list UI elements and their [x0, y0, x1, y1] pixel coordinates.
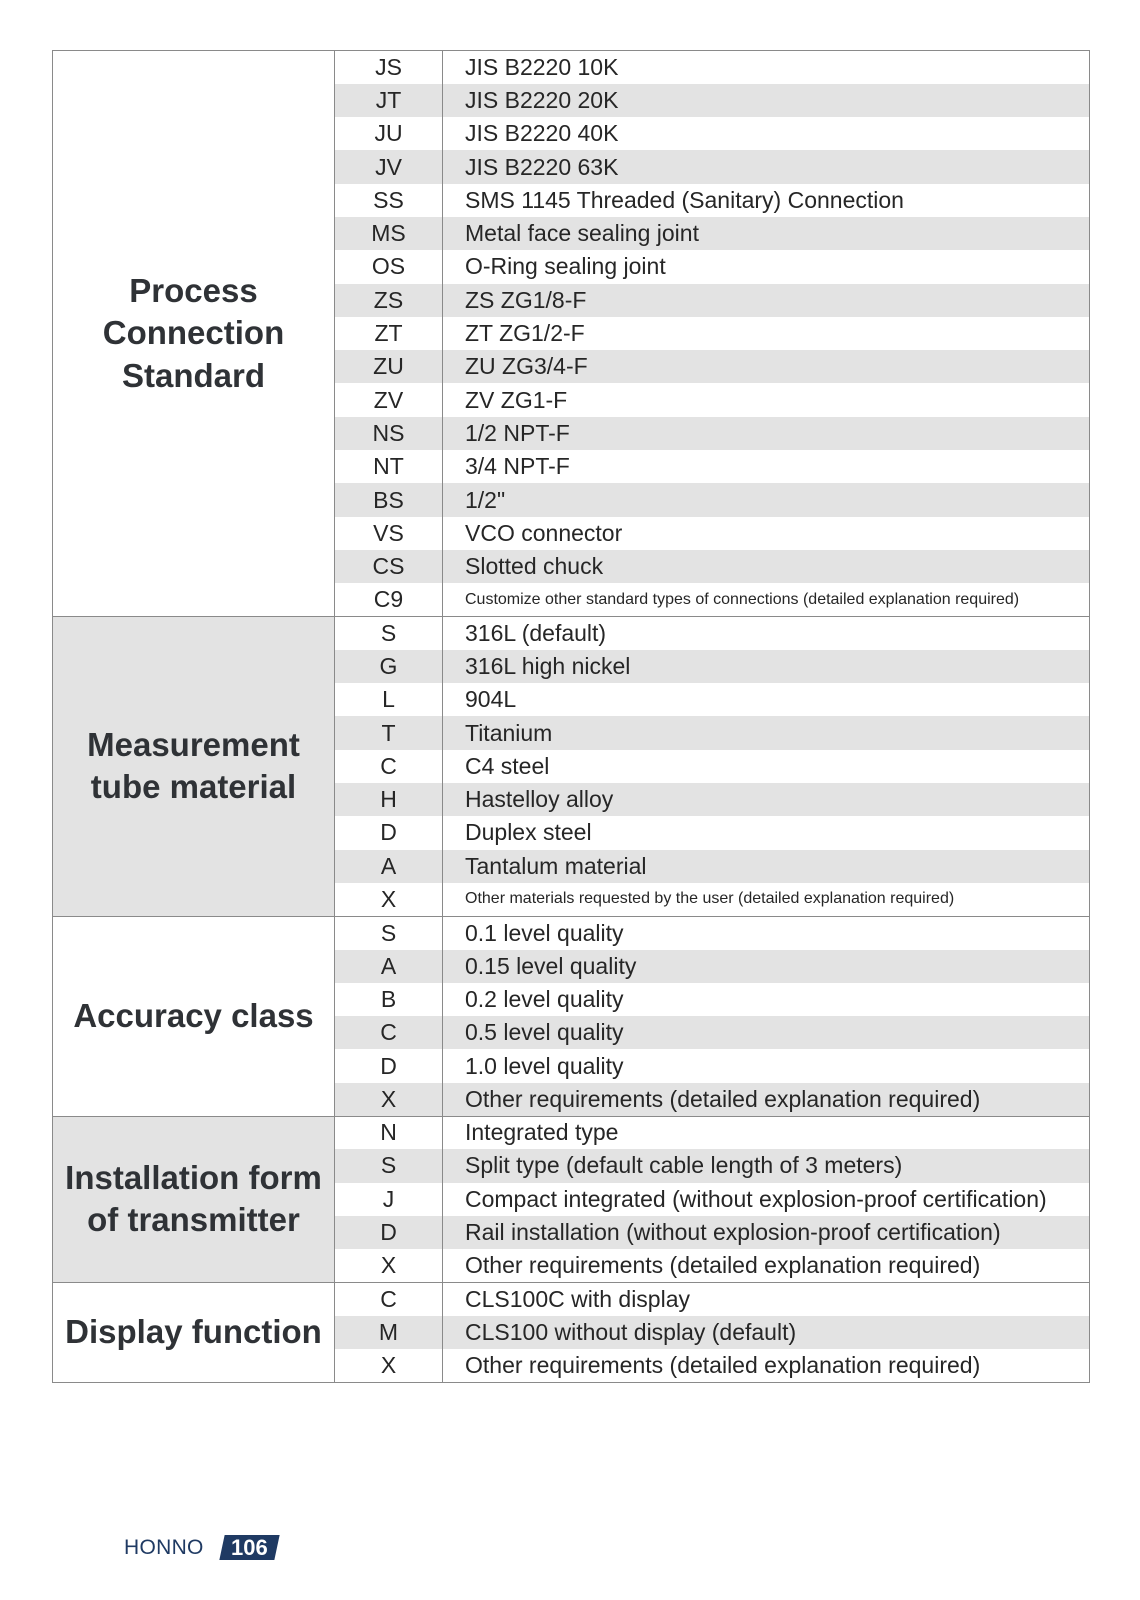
- table-row: [53, 916, 1090, 949]
- option-description: JIS B2220 40K: [443, 117, 1090, 150]
- option-code: ZV: [335, 383, 443, 416]
- option-code: JT: [335, 84, 443, 117]
- option-description: 0.15 level quality: [443, 950, 1090, 983]
- brand-name: HONNO: [124, 1535, 204, 1559]
- option-description: C4 steel: [443, 750, 1090, 783]
- option-code: ZS: [335, 284, 443, 317]
- option-code: ZT: [335, 317, 443, 350]
- option-code: X: [335, 883, 443, 916]
- option-code: D: [335, 1216, 443, 1249]
- option-code: X: [335, 1083, 443, 1116]
- option-code: CS: [335, 550, 443, 583]
- group-title: Measurement tube material: [53, 617, 335, 917]
- option-description: 1/2": [443, 483, 1090, 516]
- option-description: VCO connector: [443, 517, 1090, 550]
- option-description: Metal face sealing joint: [443, 217, 1090, 250]
- option-description: Compact integrated (without explosion-proof certification): [443, 1183, 1090, 1216]
- page-footer: [124, 1535, 276, 1560]
- option-code: N: [335, 1116, 443, 1149]
- option-code: C: [335, 1282, 443, 1315]
- option-description: JIS B2220 63K: [443, 150, 1090, 183]
- option-code: JV: [335, 150, 443, 183]
- page-number: 106: [230, 1535, 268, 1560]
- option-description: Other materials requested by the user (detailed explanation required): [443, 883, 1090, 916]
- option-description: ZT ZG1/2-F: [443, 317, 1090, 350]
- option-code: J: [335, 1183, 443, 1216]
- option-description: Integrated type: [443, 1116, 1090, 1149]
- option-description: 0.2 level quality: [443, 983, 1090, 1016]
- option-description: Other requirements (detailed explanation required): [443, 1249, 1090, 1282]
- spec-table-body: [53, 51, 1090, 1383]
- option-code: G: [335, 650, 443, 683]
- option-description: JIS B2220 20K: [443, 84, 1090, 117]
- option-code: H: [335, 783, 443, 816]
- option-description: Other requirements (detailed explanation required): [443, 1083, 1090, 1116]
- option-code: C: [335, 1016, 443, 1049]
- option-code: S: [335, 1149, 443, 1182]
- option-code: ZU: [335, 350, 443, 383]
- option-description: ZV ZG1-F: [443, 383, 1090, 416]
- option-code: SS: [335, 184, 443, 217]
- option-code: D: [335, 816, 443, 849]
- option-description: 1/2 NPT-F: [443, 417, 1090, 450]
- option-code: X: [335, 1349, 443, 1382]
- option-description: 1.0 level quality: [443, 1049, 1090, 1082]
- table-row: [53, 617, 1090, 650]
- option-code: VS: [335, 517, 443, 550]
- group-title: Process Connection Standard: [53, 51, 335, 617]
- option-code: S: [335, 916, 443, 949]
- option-code: C: [335, 750, 443, 783]
- option-code: M: [335, 1316, 443, 1349]
- group-title: Accuracy class: [53, 916, 335, 1116]
- option-description: Hastelloy alloy: [443, 783, 1090, 816]
- option-code: JU: [335, 117, 443, 150]
- option-code: B: [335, 983, 443, 1016]
- option-description: Slotted chuck: [443, 550, 1090, 583]
- option-code: L: [335, 683, 443, 716]
- option-description: Titanium: [443, 716, 1090, 749]
- group-title: Installation form of transmitter: [53, 1116, 335, 1282]
- option-description: 316L (default): [443, 617, 1090, 650]
- option-description: 316L high nickel: [443, 650, 1090, 683]
- table-row: [53, 51, 1090, 84]
- page-number-badge: [219, 1535, 279, 1560]
- option-code: NT: [335, 450, 443, 483]
- option-code: A: [335, 950, 443, 983]
- option-description: 0.5 level quality: [443, 1016, 1090, 1049]
- option-code: S: [335, 617, 443, 650]
- option-description: 904L: [443, 683, 1090, 716]
- option-description: 0.1 level quality: [443, 916, 1090, 949]
- option-description: O-Ring sealing joint: [443, 250, 1090, 283]
- option-description: Rail installation (without explosion-proof certification): [443, 1216, 1090, 1249]
- group-title: Display function: [53, 1282, 335, 1382]
- option-description: 3/4 NPT-F: [443, 450, 1090, 483]
- option-description: Customize other standard types of connections (detailed explanation required): [443, 583, 1090, 616]
- option-code: T: [335, 716, 443, 749]
- option-code: BS: [335, 483, 443, 516]
- option-description: Duplex steel: [443, 816, 1090, 849]
- option-code: A: [335, 850, 443, 883]
- option-description: CLS100C with display: [443, 1282, 1090, 1315]
- option-code: C9: [335, 583, 443, 616]
- option-description: CLS100 without display (default): [443, 1316, 1090, 1349]
- option-description: Split type (default cable length of 3 meters): [443, 1149, 1090, 1182]
- table-row: [53, 1282, 1090, 1315]
- spec-table: [52, 50, 1090, 1383]
- option-code: D: [335, 1049, 443, 1082]
- option-description: JIS B2220 10K: [443, 51, 1090, 84]
- option-description: SMS 1145 Threaded (Sanitary) Connection: [443, 184, 1090, 217]
- option-code: MS: [335, 217, 443, 250]
- option-description: Other requirements (detailed explanation required): [443, 1349, 1090, 1382]
- table-row: [53, 1116, 1090, 1149]
- option-description: ZU ZG3/4-F: [443, 350, 1090, 383]
- option-code: OS: [335, 250, 443, 283]
- option-code: X: [335, 1249, 443, 1282]
- option-code: JS: [335, 51, 443, 84]
- option-description: ZS ZG1/8-F: [443, 284, 1090, 317]
- option-code: NS: [335, 417, 443, 450]
- option-description: Tantalum material: [443, 850, 1090, 883]
